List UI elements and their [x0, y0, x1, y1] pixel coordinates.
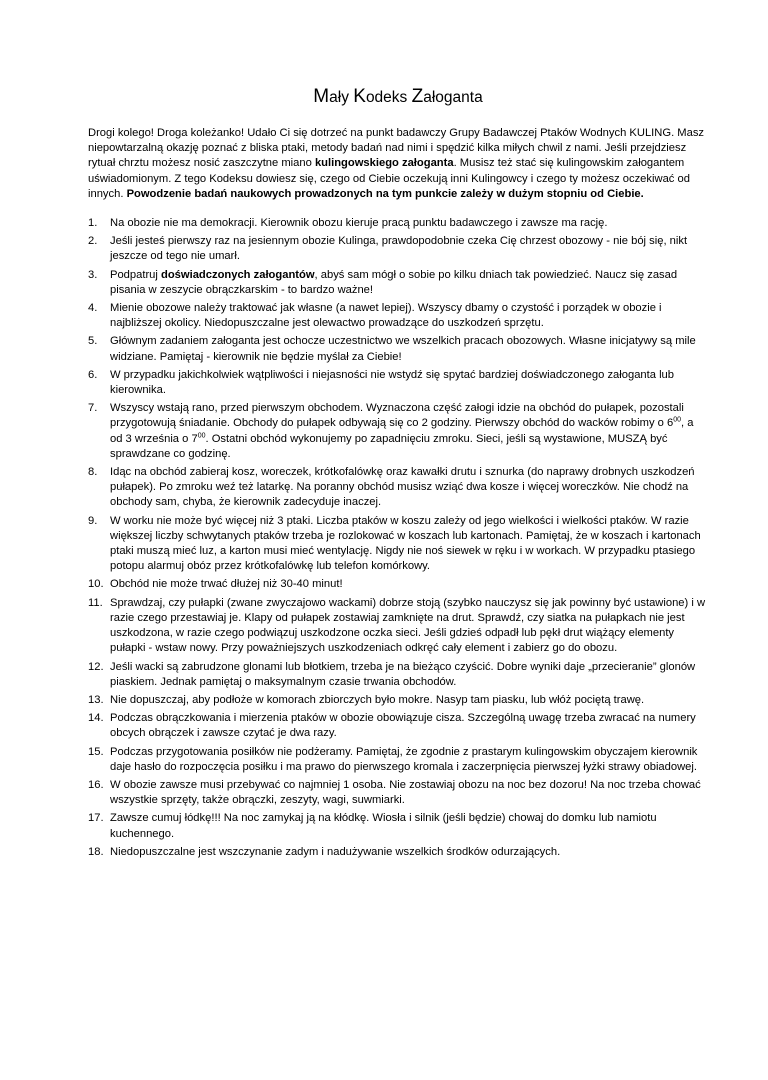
rule-number: 1. [88, 217, 98, 230]
rule-number: 5. [88, 335, 98, 348]
time-superscript: 00 [673, 416, 682, 424]
rule-item [88, 334, 708, 364]
rule-item [88, 811, 708, 841]
rule-item [88, 401, 708, 462]
rule-number: 18. [88, 845, 104, 858]
rule-text: Mienie obozowe należy traktować jak własne (a nawet lepiej). Wszyscy dbamy o czystość i porządek w obozie i najbliższej okolicy. Niedopuszczalne jest olewactwo prowadzące do uszkodzeń sprzętu. [110, 302, 662, 330]
rule-item [88, 845, 708, 860]
rule-item [88, 745, 708, 775]
rule-item [88, 465, 708, 511]
rule-number: 12. [88, 660, 104, 673]
rule-text: Jeśli jesteś pierwszy raz na jesiennym obozie Kulinga, prawdopodobnie czeka Cię chrzest obozowy - nie bój się, nikt jeszcze od tego nie umarł. [110, 235, 688, 263]
rule-number: 14. [88, 712, 104, 725]
rule-text: W obozie zawsze musi przebywać co najmniej 1 osoba. Nie zostawiaj obozu na noc bez dozoru! Na noc trzeba chować wszystkie sprzęty, także obrączki, zeszyty, wagi, suwmiarki. [110, 778, 701, 807]
rule-item [88, 514, 708, 575]
rule-text: . Ostatni obchód wykonujemy po zapadnięciu zmroku. Sieci, jeśli są wystawione, MUSZĄ być sprawdzane co godzinę. [110, 432, 668, 460]
rule-number: 4. [88, 302, 98, 315]
rule-number: 6. [88, 368, 98, 381]
rule-text: Na obozie nie ma demokracji. Kierownik obozu kieruje pracą punktu badawczego i zawsze ma rację. [110, 217, 608, 230]
rule-text: Obchód nie może trwać dłużej niż 30-40 minut! [110, 578, 343, 591]
rule-item [88, 368, 708, 398]
rule-item [88, 234, 708, 264]
rule-number: 7. [88, 402, 98, 415]
rule-text: Sprawdzaj, czy pułapki (zwane zwyczajowo wackami) dobrze stoją (szybko nauczysz się jak powinny być ustawione) i w razie czego przestawiaj je. Klapy od pułapek zostawiaj zamknięte na drut. Sprawdź, czy siatka na pułapkach nie jest uszkodzona, w razie czego podwiązuj uszkodzone oczka sieci. Jeśli gdzieś odpadł lub pękł drut wiążący elementy pułapki - wstaw nowy. Przy poważniejszych uszkodzeniach odkręć cały element i zabierz go do obozu. [110, 596, 706, 655]
rule-item [88, 301, 708, 331]
rules-list [88, 216, 708, 860]
rule-number: 9. [88, 514, 98, 527]
rule-text: Zawsze cumuj łódkę!!! Na noc zamykaj ją na kłódkę. Wiosła i silnik (jeśli będzie) chowaj do domku lub namiotu kuchennego. [110, 812, 657, 840]
title-cap-3: Z [411, 86, 424, 107]
rule-item [88, 778, 708, 808]
rule-number: 13. [88, 693, 104, 706]
title-cap-2: K [353, 86, 366, 107]
rule-text: Podpatruj [110, 268, 161, 281]
rule-item [88, 577, 708, 592]
rule-text: Podczas obrączkowania i mierzenia ptaków w obozie obowiązuje cisza. Szczególną uwagę trzeba zwracać na numery obcych obrączek i zawsze czytać je dwa razy. [110, 712, 696, 740]
rule-text: Głównym zadaniem załoganta jest ochocze uczestnictwo we wszelkich pracach obozowych. Własne inicjatywy są mile widziane. Pamiętaj - kierownik nie będzie myślał za Ciebie! [110, 335, 696, 363]
rule-item [88, 711, 708, 741]
rule-text: W worku nie może być więcej niż 3 ptaki. Liczba ptaków w koszu zależy od jego wielkości i wielkości ptaków. W razie większej liczby schwytanych ptaków trzeba je rozlokować w koszach lub kartonach. Pamiętaj, że w koszach i kartonach ptaki muszą mieć luz, a karton musi mieć wentylację. Nigdy nie noś siewek w ręku i w workach. W przypadku ptasiego potopu alarmuj obóz przez krótkofalówkę lub telefon komórkowy. [110, 514, 701, 573]
rule-text: Jeśli wacki są zabrudzone glonami lub błotkiem, trzeba je na bieżąco czyścić. Dobre wyniki daje „przecieranie” glonów piaskiem. Jednak pamiętaj o maksymalnym czasie trwania obchodów. [110, 660, 696, 688]
rule-item [88, 216, 708, 231]
rule-item [88, 660, 708, 690]
rule-item [88, 596, 708, 657]
document-title [88, 86, 708, 108]
rule-number: 16. [88, 778, 104, 791]
rule-text: Nie dopuszczaj, aby podłoże w komorach zbiorczych było mokre. Nasyp tam piasku, lub włóż pociętą trawę. [110, 693, 645, 706]
intro-paragraph [88, 126, 708, 202]
time-superscript: 00 [197, 431, 206, 439]
rule-number: 15. [88, 745, 104, 758]
rule-text: , abyś sam mógł o sobie po kilku dniach tak powiedzieć. Naucz się zasad pisania w zeszycie obrączkarskim - to bardzo ważne! [110, 268, 678, 296]
intro-text-2: . Musisz też stać się kulingowskim załogantem uświadomionym. Z tego Kodeksu dowiesz się, czego od Ciebie oczekują inni Kulingowcy i czego ty możesz oczekiwać od innych. [88, 157, 690, 200]
title-rest-3: ałoganta [423, 89, 483, 106]
rule-text: W przypadku jakichkolwiek wątpliwości i niejasności nie wstydź się spytać bardziej doświadczonego załoganta lub kierownika. [110, 368, 675, 397]
title-rest-1: ały [329, 89, 354, 106]
title-rest-2: odeks [365, 89, 412, 106]
rule-text: Idąc na obchód zabieraj kosz, woreczek, krótkofalówkę oraz kawałki drutu i sznurka (do naprawy drobnych uszkodzeń pułapek). Po zmroku weź też latarkę. Na poranny obchód musisz wziąć dwa kosze i więcej woreczków. Nie chodź na obchody sam, chyba, że kierownik zadecyduje inaczej. [110, 466, 695, 509]
rule-item [88, 693, 708, 708]
rule-number: 2. [88, 235, 98, 248]
document-page [0, 86, 768, 1080]
rule-text: , a od 3 września o 7 [110, 417, 694, 445]
rule-number: 8. [88, 466, 98, 479]
rule-number: 17. [88, 812, 104, 825]
intro-text-1: Drogi kolego! Droga koleżanko! Udało Ci się dotrzeć na punkt badawczy Grupy Badawczej Ptaków Wodnych KULING. Masz niepowtarzalną okazję poznać z bliska ptaki, metody badań nad nimi i spędzić kilka miłych chwil z nami. Jeśli przejdziesz rytuał chrztu możesz nosić zaszczytne miano [88, 127, 705, 170]
rule-number: 3. [88, 268, 98, 281]
rule-text: Podczas przygotowania posiłków nie podżeramy. Pamiętaj, że zgodnie z prastarym kulingowskim obyczajem kierownik daje hasło do rozpoczęcia posiłku i ma prawo do pierwszego kromala i zaczerpnięcia pierwszej łyżki strawy obiadowej. [110, 745, 698, 773]
rule-text: Wszyscy wstają rano, przed pierwszym obchodem. Wyznaczona część załogi idzie na obchód do pułapek, pozostali przygotowują śniadanie. Obchody do pułapek odbywają się co 2 godziny. Pierwszy obchód do wacków robimy o 6 [110, 402, 684, 430]
title-cap-1: M [313, 86, 330, 107]
rule-item [88, 268, 708, 298]
rule-text: Niedopuszczalne jest wszczynanie zadym i nadużywanie wszelkich środków odurzających. [110, 845, 561, 858]
intro-bold-2: Powodzenie badań naukowych prowadzonych na tym punkcie zależy w dużym stopniu od Ciebie. [126, 187, 644, 200]
rule-bold-text: doświadczonych załogantów [161, 268, 315, 281]
rule-number: 10. [88, 578, 104, 591]
intro-bold-1: kulingowskiego załoganta [314, 157, 454, 170]
rule-number: 11. [88, 596, 103, 609]
